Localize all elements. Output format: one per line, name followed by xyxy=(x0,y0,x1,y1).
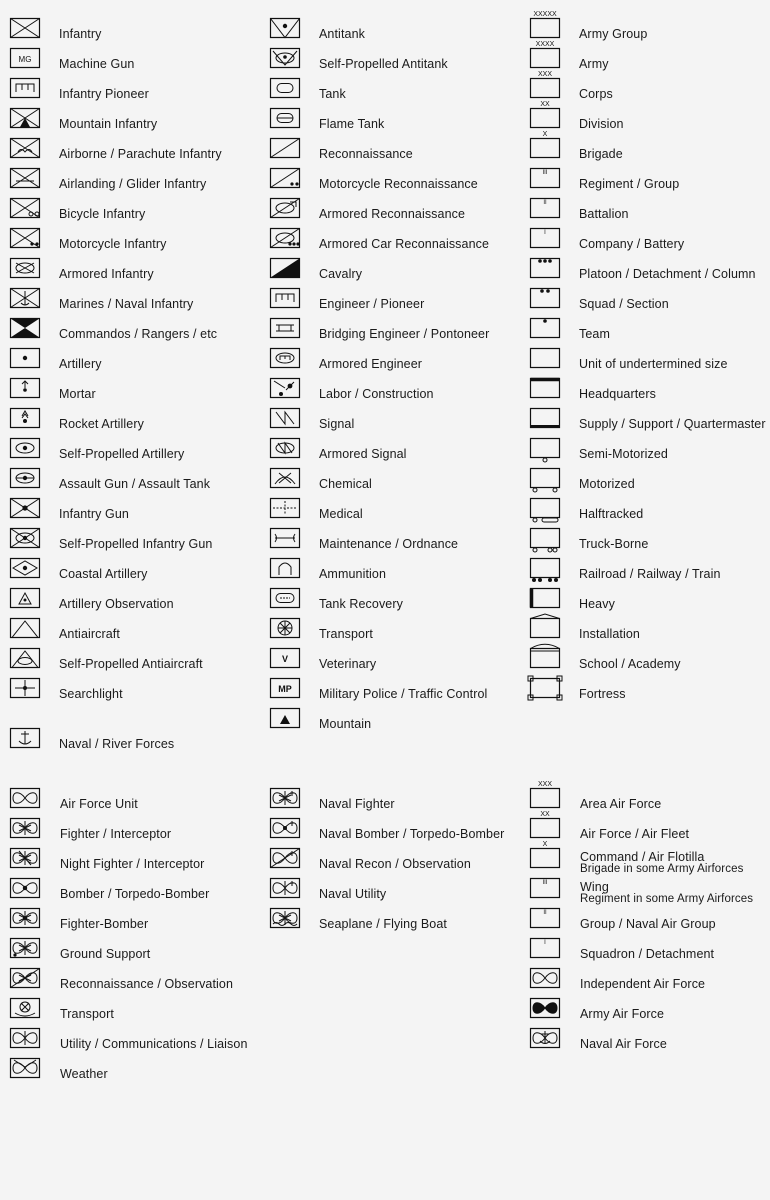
squadron-icon xyxy=(530,938,560,958)
halftracked-icon xyxy=(530,498,560,518)
airborne-infantry-icon xyxy=(10,138,40,158)
svg-text:XXX: XXX xyxy=(537,781,553,788)
legend-label: Antitank xyxy=(319,27,365,41)
legend-label: Naval Recon / Observation xyxy=(319,857,471,871)
legend-label: Air Force Unit xyxy=(60,797,138,811)
legend-label: Motorcycle Reconnaissance xyxy=(319,177,478,191)
mortar-icon xyxy=(10,378,40,398)
bridging-engineer-icon xyxy=(270,318,300,338)
naval-bomber-icon xyxy=(270,818,300,838)
supply-icon xyxy=(530,408,560,428)
svg-text:MG: MG xyxy=(18,55,32,64)
flame-tank-icon xyxy=(270,108,300,128)
legend-label: Naval Utility xyxy=(319,887,387,901)
legend-label: Command / Air Flotilla xyxy=(580,850,705,864)
company-icon xyxy=(530,228,560,248)
legend-label: Mountain Infantry xyxy=(59,117,158,131)
legend-label: School / Academy xyxy=(579,657,681,671)
army-icon xyxy=(530,41,560,68)
svg-text:X: X xyxy=(542,131,548,138)
self-propelled-antiaircraft-icon xyxy=(10,648,40,668)
wing-icon xyxy=(530,878,560,898)
legend-label: Flame Tank xyxy=(319,117,385,131)
legend-label: Medical xyxy=(319,507,363,521)
legend-label: Reconnaissance xyxy=(319,147,413,161)
legend-label: Semi-Motorized xyxy=(579,447,668,461)
legend-label: Group / Naval Air Group xyxy=(580,917,716,931)
installation-icon xyxy=(530,618,560,638)
naval-recon-icon xyxy=(270,848,300,868)
armored-reconnaissance-icon xyxy=(270,198,300,218)
truck-borne-icon xyxy=(530,528,560,548)
legend-label: Halftracked xyxy=(579,507,644,521)
legend-label: Tank xyxy=(319,87,346,101)
legend-label: Ammunition xyxy=(319,567,386,581)
mountain-infantry-icon xyxy=(10,108,40,128)
legend-label: Fighter / Interceptor xyxy=(60,827,172,841)
legend-label: Signal xyxy=(319,417,355,431)
fighter-bomber-icon xyxy=(10,908,40,928)
self-propelled-artillery-icon xyxy=(10,438,40,458)
mountain-icon xyxy=(270,708,300,728)
antiaircraft-icon xyxy=(10,618,40,638)
legend-label: Infantry Gun xyxy=(59,507,129,521)
legend-label: Weather xyxy=(60,1067,108,1081)
svg-text:I: I xyxy=(544,230,546,236)
legend-label: Air Force / Air Fleet xyxy=(580,827,690,841)
legend-label: Tank Recovery xyxy=(319,597,403,611)
legend-label: Cavalry xyxy=(319,267,363,281)
legend-label: Self-Propelled Antitank xyxy=(319,57,448,71)
maintenance-icon xyxy=(270,528,300,548)
legend-sublabel: Brigade in some Army Airforces xyxy=(580,863,744,875)
legend-label: Naval Air Force xyxy=(580,1037,667,1051)
armored-infantry-icon xyxy=(10,258,40,278)
legend-label: Engineer / Pioneer xyxy=(319,297,425,311)
legend-label: Corps xyxy=(579,87,613,101)
naval-utility-icon xyxy=(270,878,300,898)
svg-text:X: X xyxy=(542,841,548,848)
naval-air-force-icon xyxy=(530,1028,560,1048)
legend-label: Squad / Section xyxy=(579,297,669,311)
artillery-icon xyxy=(10,348,40,368)
legend-label: Battalion xyxy=(579,207,629,221)
commandos-icon xyxy=(10,318,40,338)
military-police-icon xyxy=(270,678,300,698)
antitank-icon xyxy=(270,18,300,38)
legend-label: Bridging Engineer / Pontoneer xyxy=(319,327,490,341)
legend-label: Military Police / Traffic Control xyxy=(319,687,488,701)
naval-fighter-icon xyxy=(270,788,300,808)
legend-label: Seaplane / Flying Boat xyxy=(319,917,447,931)
marines-icon xyxy=(10,288,40,308)
reconnaissance-icon xyxy=(270,138,300,158)
legend-label: Labor / Construction xyxy=(319,387,434,401)
legend-label: Naval / River Forces xyxy=(59,737,175,751)
motorcycle-infantry-icon xyxy=(10,228,40,248)
svg-text:XXXXX: XXXXX xyxy=(533,11,557,18)
legend-label: Utility / Communications / Liaison xyxy=(60,1037,248,1051)
school-icon xyxy=(530,648,560,668)
corps-icon xyxy=(530,71,560,98)
infantry-gun-icon xyxy=(10,498,40,518)
squad-icon xyxy=(530,288,560,308)
legend-label: Fighter-Bomber xyxy=(60,917,149,931)
area-air-force-icon xyxy=(530,781,560,808)
legend-label: Railroad / Railway / Train xyxy=(579,567,721,581)
legend-label: Army Air Force xyxy=(580,1007,665,1021)
tank-recovery-icon xyxy=(270,588,300,608)
legend-label: Marines / Naval Infantry xyxy=(59,297,194,311)
legend-label: Infantry Pioneer xyxy=(59,87,149,101)
regiment-icon xyxy=(530,168,560,188)
weather-icon xyxy=(10,1058,40,1078)
legend-label: Division xyxy=(579,117,624,131)
legend-label: Independent Air Force xyxy=(580,977,706,991)
svg-text:XXX: XXX xyxy=(537,71,553,78)
legend-label: Self-Propelled Antiaircraft xyxy=(59,657,203,671)
machine-gun-icon xyxy=(10,48,40,68)
self-propelled-infantry-gun-icon xyxy=(10,528,40,548)
legend-label: Headquarters xyxy=(579,387,656,401)
legend-label: Armored Car Reconnaissance xyxy=(319,237,490,251)
seaplane-icon xyxy=(270,908,300,928)
division-icon xyxy=(530,101,560,128)
svg-text:XX: XX xyxy=(540,811,550,818)
legend-label: Fortress xyxy=(579,687,626,701)
artillery-observation-icon xyxy=(10,588,40,608)
railroad-icon xyxy=(530,558,560,578)
legend-label: Unit of undertermined size xyxy=(579,357,728,371)
legend-label: Truck-Borne xyxy=(579,537,649,551)
legend-label: Mortar xyxy=(59,387,96,401)
legend-label: Transport xyxy=(319,627,373,641)
bomber-icon xyxy=(10,878,40,898)
legend-label: Ground Support xyxy=(60,947,151,961)
legend-label: Self-Propelled Infantry Gun xyxy=(59,537,213,551)
engineer-icon xyxy=(270,288,300,308)
legend-label: Commandos / Rangers / etc xyxy=(59,327,218,341)
cavalry-icon xyxy=(270,258,300,278)
armored-signal-icon xyxy=(270,438,300,458)
legend-label: Reconnaissance / Observation xyxy=(60,977,234,991)
legend-label: Chemical xyxy=(319,477,372,491)
legend-label: Veterinary xyxy=(319,657,377,671)
undetermined-size-icon xyxy=(530,348,560,368)
legend-label: Maintenance / Ordnance xyxy=(319,537,459,551)
heavy-icon xyxy=(530,588,560,608)
legend-label: Armored Reconnaissance xyxy=(319,207,466,221)
legend-label: Platoon / Detachment / Column xyxy=(579,267,756,281)
legend-label: Motorcycle Infantry xyxy=(59,237,167,251)
legend-label: Area Air Force xyxy=(580,797,662,811)
legend-label: Armored Signal xyxy=(319,447,407,461)
chemical-icon xyxy=(270,468,300,488)
bicycle-infantry-icon xyxy=(10,198,40,218)
air-transport-icon xyxy=(10,998,40,1018)
night-fighter-icon xyxy=(10,848,40,868)
medical-icon xyxy=(270,498,300,518)
legend-label: Infantry xyxy=(59,27,102,41)
legend-label: Artillery Observation xyxy=(59,597,174,611)
legend-label: Company / Battery xyxy=(579,237,685,251)
infantry-pioneer-icon xyxy=(10,78,40,98)
svg-text:III: III xyxy=(542,170,548,176)
legend-label: Brigade xyxy=(579,147,623,161)
legend-label: Armored Infantry xyxy=(59,267,154,281)
legend-label: Bomber / Torpedo-Bomber xyxy=(60,887,210,901)
brigade-icon xyxy=(530,131,560,158)
legend-label: Wing xyxy=(580,880,609,894)
naval-river-forces-icon xyxy=(10,728,40,748)
svg-text:V: V xyxy=(281,654,289,664)
tank-icon xyxy=(270,78,300,98)
legend-label: Coastal Artillery xyxy=(59,567,148,581)
legend-label: Rocket Artillery xyxy=(59,417,144,431)
armored-engineer-icon xyxy=(270,348,300,368)
fighter-icon xyxy=(10,818,40,838)
legend-label: Assault Gun / Assault Tank xyxy=(59,477,211,491)
legend-label: Antiaircraft xyxy=(59,627,120,641)
legend-label: Naval Bomber / Torpedo-Bomber xyxy=(319,827,505,841)
rocket-artillery-icon xyxy=(10,408,40,428)
legend-label: Heavy xyxy=(579,597,615,611)
self-propelled-antitank-icon xyxy=(270,48,300,68)
svg-text:XX: XX xyxy=(540,101,550,108)
svg-text:XXXX: XXXX xyxy=(535,41,555,48)
legend-label: Installation xyxy=(579,627,640,641)
veterinary-icon xyxy=(270,648,300,668)
infantry-icon xyxy=(10,18,40,38)
armored-car-reconnaissance-icon xyxy=(270,228,300,248)
legend-label: Mountain xyxy=(319,717,372,731)
battalion-icon xyxy=(530,198,560,218)
legend-label: Army Group xyxy=(579,27,648,41)
svg-text:II: II xyxy=(543,910,547,916)
legend-label: Machine Gun xyxy=(59,57,135,71)
legend-label: Transport xyxy=(60,1007,114,1021)
motorized-icon xyxy=(530,468,560,488)
legend-label: Airborne / Parachute Infantry xyxy=(59,147,222,161)
legend-label: Supply / Support / Quartermaster xyxy=(579,417,766,431)
independent-air-force-icon xyxy=(530,968,560,988)
legend-label: Naval Fighter xyxy=(319,797,395,811)
legend-label: Bicycle Infantry xyxy=(59,207,146,221)
legend-label: Regiment / Group xyxy=(579,177,680,191)
legend-label: Night Fighter / Interceptor xyxy=(60,857,205,871)
ammunition-icon xyxy=(270,558,300,578)
army-group-icon xyxy=(530,11,560,38)
air-reconnaissance-icon xyxy=(10,968,40,988)
air-flotilla-icon xyxy=(530,841,560,868)
army-air-force-icon xyxy=(530,998,560,1018)
fortress-icon xyxy=(530,678,560,698)
legend-label: Motorized xyxy=(579,477,635,491)
assault-gun-icon xyxy=(10,468,40,488)
signal-icon xyxy=(270,408,300,428)
legend-label: Searchlight xyxy=(59,687,123,701)
legend-label: Airlanding / Glider Infantry xyxy=(59,177,207,191)
svg-text:II: II xyxy=(543,200,547,206)
legend-label: Armored Engineer xyxy=(319,357,423,371)
platoon-icon xyxy=(530,258,560,278)
team-icon xyxy=(530,318,560,338)
motorcycle-reconnaissance-icon xyxy=(270,168,300,188)
labor-construction-icon xyxy=(270,378,300,398)
legend-sublabel: Regiment in some Army Airforces xyxy=(580,893,754,905)
searchlight-icon xyxy=(10,678,40,698)
semi-motorized-icon xyxy=(530,438,560,458)
legend-label: Self-Propelled Artillery xyxy=(59,447,185,461)
svg-text:MP: MP xyxy=(278,684,292,694)
ground-support-icon xyxy=(10,938,40,958)
group-icon xyxy=(530,908,560,928)
air-fleet-icon xyxy=(530,811,560,838)
transport-icon xyxy=(270,618,300,638)
air-force-unit-icon xyxy=(10,788,40,808)
utility-liaison-icon xyxy=(10,1028,40,1048)
headquarters-icon xyxy=(530,378,560,398)
legend-label: Squadron / Detachment xyxy=(580,947,715,961)
legend-label: Team xyxy=(579,327,610,341)
svg-text:III: III xyxy=(542,880,548,886)
coastal-artillery-icon xyxy=(10,558,40,578)
glider-infantry-icon xyxy=(10,168,40,188)
legend-label: Artillery xyxy=(59,357,102,371)
legend-label: Army xyxy=(579,57,609,71)
svg-text:I: I xyxy=(544,940,546,946)
